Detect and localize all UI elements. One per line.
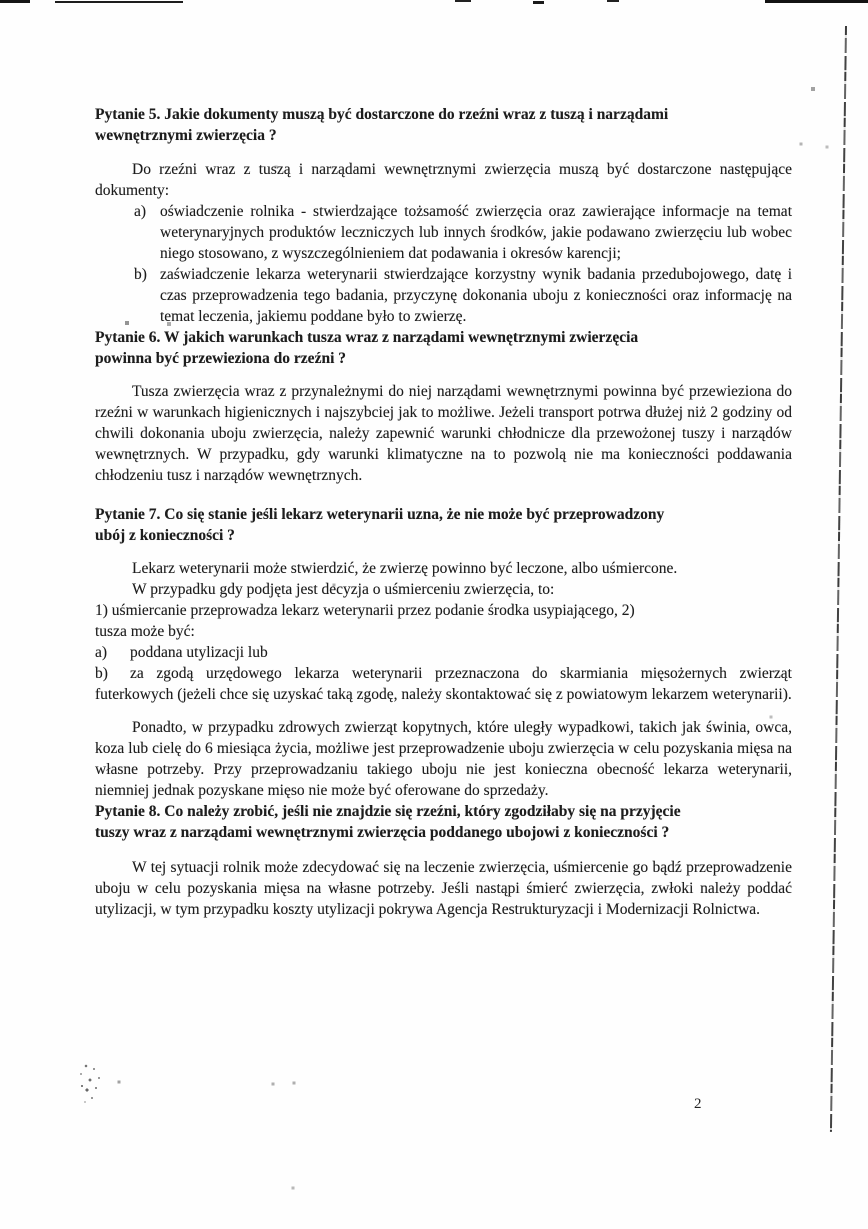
top-edge-scan-line <box>0 0 868 4</box>
list-item <box>95 201 792 264</box>
question-6-heading <box>95 327 792 369</box>
list-item-marker: b) <box>134 266 147 283</box>
question-5-intro-paragraph: Do rzeźni wraz z tuszą i narządami wewnętrznymi zwierzęcia muszą być dostarczone następujące dokumenty: <box>95 161 792 199</box>
question-7-answer-line: Lekarz weterynarii może stwierdzić, że zwierzę powinno być leczone, albo uśmiercone. <box>132 560 678 577</box>
list-item-text: poddana utylizacji lub <box>130 644 268 661</box>
heading-line: Pytanie 6. W jakich warunkach tusza wraz z narządami wewnętrznymi zwierzęcia <box>95 329 639 346</box>
list-item-marker: a) <box>134 203 147 220</box>
list-item <box>95 663 792 705</box>
question-7-answer-line: 1) uśmiercanie przeprowadza lekarz weterynarii przez podanie środka usypiającego, 2) <box>95 602 635 619</box>
list-item-text: zaświadczenie lekarza weterynarii stwierdzające korzystny wynik badania przedubojowego, datę i czas przeprowadzenia tego badania, przyczynę dokonania uboju z konieczności oraz informację na temat leczenia, jakiemu poddane było to zwierzę. <box>160 266 792 325</box>
question-7-answer-line: tusza może być: <box>95 623 195 640</box>
heading-line: wewnętrznymi zwierzęcia ? <box>95 127 277 144</box>
heading-line: Pytanie 7. Co się stanie jeśli lekarz weterynarii uzna, że nie może być przeprowadzony <box>95 506 665 523</box>
heading-line: tuszy wraz z narządami wewnętrznymi zwierzęcia poddanego ubojowi z konieczności ? <box>95 824 670 841</box>
question-8-answer-paragraph: W tej sytuacji rolnik może zdecydować się na leczenie zwierzęcia, uśmiercenie go bądź przeprowadzenie uboju w celu pozyskania mięsa na własne potrzeby. Jeśli nastąpi śmierć zwierzęcia, zwłoki należy poddać utylizacji, w tym przypadku koszty utylizacji pokrywa Agencja Restrukturyzacji i Modernizacji Rolnictwa. <box>95 859 792 918</box>
question-7-answer-line: W przypadku gdy podjęta jest decyzja o uśmierceniu zwierzęcia, to: <box>132 581 555 598</box>
scan-speckles <box>0 0 2 2</box>
question-5-heading <box>95 104 792 146</box>
page-number: 2 <box>694 1096 702 1112</box>
heading-line: ubój z konieczności ? <box>95 527 235 544</box>
ink-smudge <box>74 1060 108 1110</box>
list-item-text: za zgodą urzędowego lekarza weterynarii przeznaczona do skarmiania mięsożernych zwierząt futerkowych (jeżeli chce się uzyskać taką zgodę, należy skontaktować się z powiatowym lekarzem weterynarii). <box>95 665 792 703</box>
question-7-second-paragraph: Ponadto, w przypadku zdrowych zwierząt kopytnych, które uległy wypadkowi, takich jak świnia, owca, koza lub cielę do 6 miesiąca życia, możliwe jest przeprowadzenie uboju zwierzęcia w celu pozyskania mięsa na własne potrzeby. Przy przeprowadzaniu takiego uboju nie jest konieczna obecność lekarza weterynarii, niemniej jednak pozyskane mięso nie może być oferowane do sprzedaży. <box>95 719 792 799</box>
list-item-marker: b) <box>95 665 108 682</box>
right-edge-scan-line <box>830 26 847 1132</box>
question-7-heading <box>95 504 792 546</box>
heading-line: powinna być przewieziona do rzeźni ? <box>95 350 346 367</box>
list-item <box>95 264 792 327</box>
heading-line: Pytanie 8. Co należy zrobić, jeśli nie znajdzie się rzeźni, który zgodziłaby się na przyjęcie <box>95 803 681 820</box>
document-text-column <box>95 104 792 920</box>
question-8-heading <box>95 801 792 843</box>
list-item <box>95 642 792 663</box>
question-5-list <box>95 201 792 327</box>
heading-line: Pytanie 5. Jakie dokumenty muszą być dostarczone do rzeźni wraz z tuszą i narządami <box>95 106 669 123</box>
list-item-text: oświadczenie rolnika - stwierdzające tożsamość zwierzęcia oraz zawierające informacje na temat weterynaryjnych produktów leczniczych lub innych środków, jakie podawano zwierzęciu lub wobec niego stosowano, z wyszczególnieniem dat podawania i okresów karencji; <box>160 203 792 262</box>
list-item-marker: a) <box>95 644 108 661</box>
question-6-answer-paragraph: Tusza zwierzęcia wraz z przynależnymi do niej narządami wewnętrznymi powinna być przewieziona do rzeźni w warunkach higienicznych i najszybciej jak to możliwe. Jeżeli transport potrwa dłużej niż 2 godziny od chwili dokonania uboju zwierzęcia, należy zapewnić warunki chłodnicze dla przewożonej tuszy i narządów wewnętrznych. W przypadku, gdy warunki klimatyczne na to pozwolą nie ma konieczności poddawania chłodzeniu tusz i narządów wewnętrznych. <box>95 383 792 484</box>
